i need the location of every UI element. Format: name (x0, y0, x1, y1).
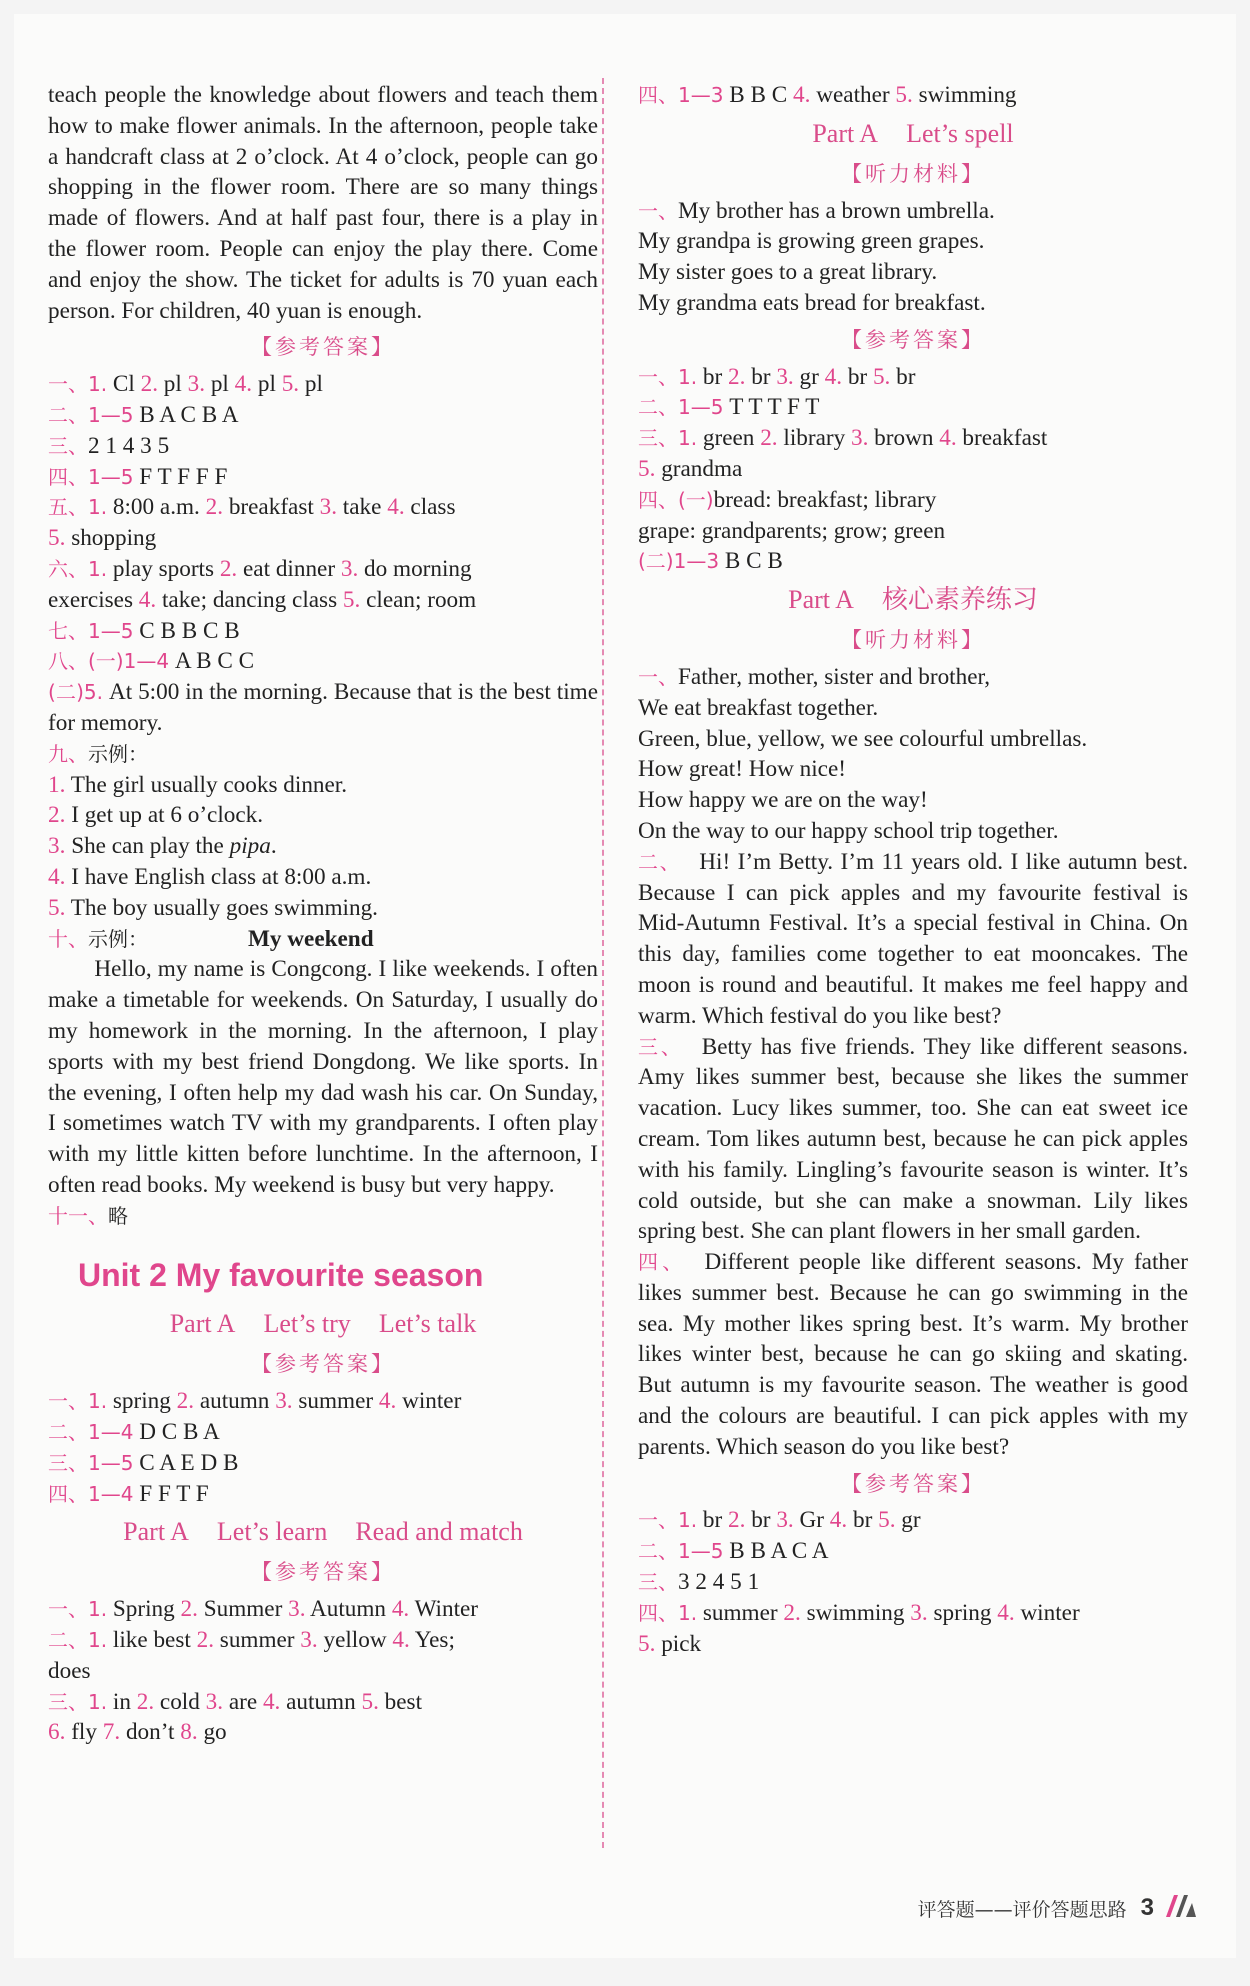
part-heading: Part A Let’s try Let’s talk (169, 1309, 477, 1339)
answer-line: 十一、略 (48, 1203, 128, 1228)
answer-line: 一、1. spring 2. autumn 3. summer 4. winter (48, 1388, 462, 1415)
column-divider (602, 78, 604, 1848)
listening-line: We eat breakfast together. (638, 694, 879, 721)
footer-text: 评答题——评价答题思路 (917, 1898, 1127, 1921)
answer-line: 二、1—5 B A C B A (48, 401, 239, 428)
answer-line: 五、1. 8:00 a.m. 2. breakfast 3. take 4. class (48, 494, 456, 521)
listening-line: My grandpa is growing green grapes. (638, 228, 985, 255)
page-number: 3 (1140, 1894, 1154, 1921)
unit-title: Unit 2 My favourite season (78, 1257, 484, 1294)
answer-line: 三、1. in 2. cold 3. are 4. autumn 5. best (48, 1688, 423, 1715)
answer-line: 三、2 1 4 3 5 (48, 432, 170, 459)
right-column (638, 80, 1188, 1659)
listening-line: How great! How nice! (638, 756, 846, 783)
answer-page (14, 14, 1236, 1958)
answer-line: 一、1. Spring 2. Summer 3. Autumn 4. Winter (48, 1596, 479, 1623)
answer-header: 【参考答案】 (841, 1471, 985, 1496)
essay: Hello, my name is Congcong. I like weekends. I often make a timetable for weekends. On Saturday, I usually do my homework in the morning. In the afternoon, I play sports with my best friend Dongdong. We like sports. In the evening, I often help my dad wash his car. On Sunday, I sometimes watch TV with my grandparents. I often play with my little kitten before lunchtime. In the afternoon, I often read books. My weekend is busy but very happy. (48, 956, 598, 1198)
answer-line: 四、1. summer 2. swimming 3. spring 4. winter (638, 1599, 1080, 1626)
listening-line: Green, blue, yellow, we see colourful umbrellas. (638, 725, 1088, 752)
answer-line: 一、1. br 2. br 3. Gr 4. br 5. gr (638, 1507, 921, 1534)
answer-line: 二、1—5 T T T F T (638, 394, 820, 421)
answer-line: 七、1—5 C B B C B (48, 617, 240, 644)
answer-header: 【参考答案】 (251, 1560, 395, 1585)
left-column (48, 80, 598, 1748)
listening-line: My sister goes to a great library. (638, 259, 938, 286)
answer-line: (二)5. At 5:00 in the morning. Because that is the best time for memory. (48, 679, 598, 736)
part-heading: Part A 核心素养练习 (788, 585, 1038, 615)
answer-line: 二、1—5 B B A C A (638, 1538, 829, 1565)
listening-paragraph: 二、 Hi! I’m Betty. I’m 11 years old. I like autumn best. Because I can pick apples and my favourite festival is Mid-Autumn Festival. It’s a special festival in China. On this day, families come together to eat mooncakes. The moon is round and beautiful. It makes me feel happy and warm. Which festival do you like best? (638, 848, 1188, 1029)
listening-header: 【听力材料】 (841, 628, 985, 653)
answer-header: 【参考答案】 (251, 1352, 395, 1377)
listening-line: 一、My brother has a brown umbrella. (638, 197, 995, 224)
part-heading: Part A Let’s spell (812, 118, 1014, 148)
example-sentence: 1. The girl usually cooks dinner. (48, 771, 348, 798)
answer-line: 四、1—3 B B C 4. weather 5. swimming (638, 82, 1017, 108)
essay-title: My weekend (248, 925, 374, 952)
answer-line: 八、(一)1—4 A B C C (48, 648, 255, 675)
answer-line: exercises 4. take; dancing class 5. clean; room (48, 586, 477, 613)
answer-line: 六、1. play sports 2. eat dinner 3. do morning (48, 555, 472, 582)
listening-paragraph: 四、 Different people like different seasons. My father likes summer best. Because he can go swimming in the sea. My mother likes spring best. It’s warm. My brother likes winter best, because he can go skiing and skating. But autumn is my favourite season. The weather is good and the colours are beautiful. I can pick apples with my parents. Which season do you like best? (638, 1249, 1189, 1460)
part-heading: Part A Let’s learn Read and match (123, 1517, 523, 1547)
answer-line: 十、示例： My weekend (48, 924, 598, 955)
answer-line: 九、示例： (48, 741, 148, 766)
answer-line: 二、1—4 D C B A (48, 1419, 220, 1446)
example-sentence: 3. She can play the pipa. (48, 833, 277, 860)
listening-paragraph: 三、 Betty has five friends. They like different seasons. Amy likes summer best, because she likes the summer vacation. Lucy likes summer, too. She can eat sweet ice cream. Tom likes autumn best, because he can pick apples with his family. Lingling’s favourite season is winter. It’s cold outside, but she can make a snowman. Lily likes spring best. She can plant flowers in her small garden. (638, 1033, 1188, 1245)
listening-line: On the way to our happy school trip together. (638, 817, 1059, 844)
answer-line: 四、(一)bread: breakfast; library (638, 486, 937, 513)
answer-line: 三、1—5 C A E D B (48, 1449, 239, 1476)
listening-line: How happy we are on the way! (638, 787, 928, 814)
answer-line: 二、1. like best 2. summer 3. yellow 4. Yes; (48, 1627, 455, 1654)
passage: teach people the knowledge about flowers and teach them how to make flower animals. In the afternoon, people take a handcraft class at 2 o’clock. At 4 o’clock, people can go shopping in the flower room. There are so many things made of flowers. And at half past four, there is a play in the flower room. People can enjoy the play there. Come and enjoy the show. The ticket for adults is 70 yuan each person. For children, 40 yuan is enough. (48, 82, 598, 324)
answer-line: 四、1—4 F F T F (48, 1480, 209, 1507)
answer-header: 【参考答案】 (251, 335, 395, 360)
listening-line: 一、Father, mother, sister and brother, (638, 663, 991, 690)
listening-line: My grandma eats bread for breakfast. (638, 289, 986, 316)
answer-line: does (48, 1657, 91, 1684)
answer-line: 三、3 2 4 5 1 (638, 1569, 760, 1596)
example-sentence: 5. The boy usually goes swimming. (48, 894, 378, 921)
listening-header: 【听力材料】 (841, 161, 985, 186)
page-footer (918, 1894, 1196, 1922)
answer-header: 【参考答案】 (841, 327, 985, 352)
answer-line: 6. fly 7. don’t 8. go (48, 1719, 227, 1746)
answer-line: 四、1—5 F T F F F (48, 463, 228, 490)
answer-line: 5. pick (638, 1630, 702, 1657)
answer-line: (二)1—3 B C B (638, 548, 783, 575)
answer-line: 一、1. br 2. br 3. gr 4. br 5. br (638, 363, 916, 390)
example-sentence: 4. I have English class at 8:00 a.m. (48, 863, 372, 890)
answer-line: 5. shopping (48, 525, 157, 552)
answer-line: 三、1. green 2. library 3. brown 4. breakfast (638, 425, 1048, 452)
answer-line: 一、1. Cl 2. pl 3. pl 4. pl 5. pl (48, 371, 323, 398)
example-sentence: 2. I get up at 6 o’clock. (48, 802, 264, 829)
answer-line: grape: grandparents; grow; green (638, 517, 946, 544)
answer-line: 5. grandma (638, 455, 743, 482)
brand-logo-icon (1162, 1895, 1196, 1922)
